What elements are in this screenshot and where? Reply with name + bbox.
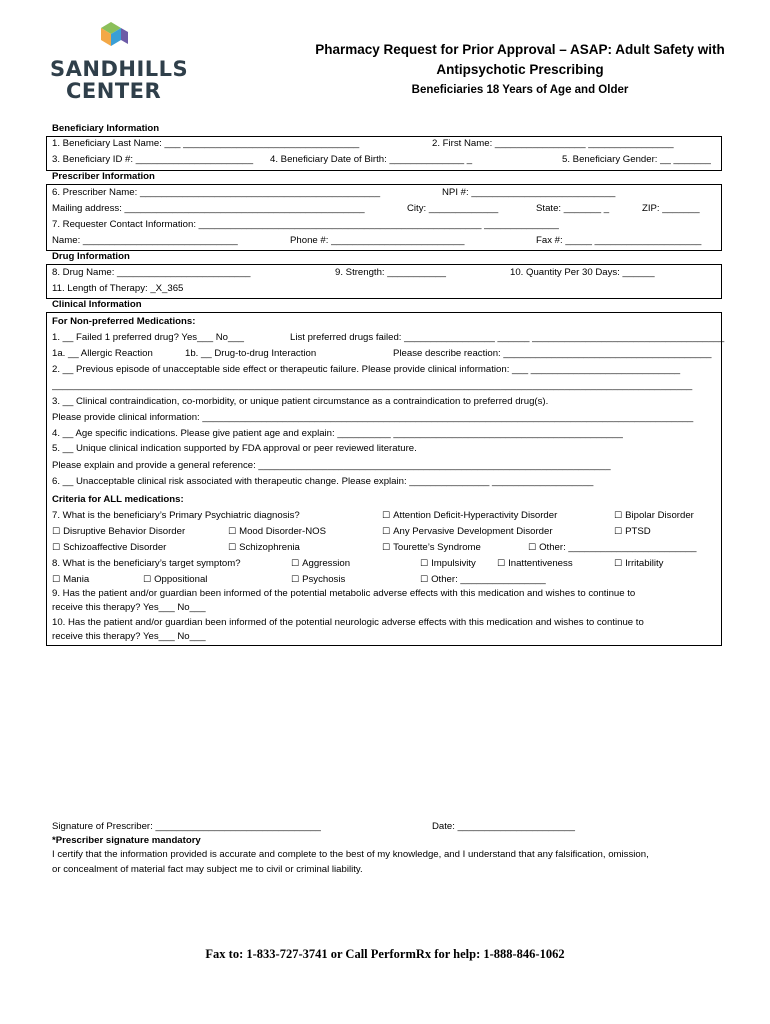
beneficiary-first-name-field[interactable]: 2. First Name: _________________ ________________ [432,138,674,149]
q7-diagnosis-question: 7. What is the beneficiary’s Primary Psychiatric diagnosis? [52,510,300,521]
q10-neurologic-question: 10. Has the patient and/or guardian been informed of the potential neurologic adverse effects with this medication and wishes to continue to [52,617,644,628]
q1-failed-preferred[interactable]: 1. __ Failed 1 preferred drug? Yes___ No___ [52,332,245,343]
quantity-field[interactable]: 10. Quantity Per 30 Days: ______ [510,267,655,278]
fax-field[interactable]: Fax #: _____ ____________________ [536,235,702,246]
date-field[interactable]: Date: ______________________ [432,821,575,832]
sx-mania-checkbox[interactable]: ☐ Mania [52,574,89,585]
q4-age-field[interactable]: 4. __ Age specific indications. Please give patient age and explain: __________ ___________________________________________ [52,428,623,439]
dx-disruptive-checkbox[interactable]: ☐ Disruptive Behavior Disorder [52,526,185,537]
dx-schizophrenia-checkbox[interactable]: ☐ Schizophrenia [228,542,300,553]
sandhills-logo [50,22,189,103]
q8-symptom-question: 8. What is the beneficiary’s target symptom? [52,558,241,569]
beneficiary-gender-field[interactable]: 5. Beneficiary Gender: __ _______ [562,154,711,165]
clinical-header: Clinical Information [52,299,142,310]
strength-field[interactable]: 9. Strength: ___________ [335,267,446,278]
dx-ptsd-checkbox[interactable]: ☐ PTSD [614,526,651,537]
sx-psychosis-checkbox[interactable]: ☐ Psychosis [291,574,345,585]
beneficiary-last-name-field[interactable]: 1. Beneficiary Last Name: ___ _________________________________ [52,138,360,149]
certification-text-line1: I certify that the information provided is accurate and complete to the best of my knowledge, and I understand that any falsification, omission, [52,849,649,860]
dx-bipolar-checkbox[interactable]: ☐ Bipolar Disorder [614,510,694,521]
logo-mark-icon [94,22,128,52]
requester-contact-field[interactable]: 7. Requester Contact Information: _____________________________________________________ ______________ [52,219,559,230]
q2-side-effect[interactable]: 2. __ Previous episode of unacceptable side effect or therapeutic failure. Please provide clinical information: ___ ____________________________ [52,364,681,375]
q2-extra-line[interactable]: ________________________________________________________________________________________________________________________ [52,380,693,391]
signature-mandatory-note: *Prescriber signature mandatory [52,835,201,846]
logo-text [50,58,188,102]
fax-footer: Fax to: 1-833-727-3741 or Call PerformRx for help: 1-888-846-1062 [205,947,565,961]
signature-field[interactable]: Signature of Prescriber: _______________________________ [52,821,321,832]
beneficiary-header: Beneficiary Information [52,123,160,134]
q9-yes-no[interactable]: receive this therapy? Yes___ No___ [52,602,206,613]
phone-field[interactable]: Phone #: _________________________ [290,235,465,246]
contact-name-field[interactable]: Name: _____________________________ [52,235,238,246]
sx-oppositional-checkbox[interactable]: ☐ Oppositional [143,574,207,585]
q5-reference-field[interactable]: Please explain and provide a general reference: __________________________________________________________________ [52,460,611,471]
q3-info-field[interactable]: Please provide clinical information: ____________________________________________________________________________________________ [52,412,694,423]
q6-risk-field[interactable]: 6. __ Unacceptable clinical risk associated with therapeutic change. Please explain: _______________ ___________________ [52,476,594,487]
beneficiary-id-field[interactable]: 3. Beneficiary ID #: ______________________ [52,154,254,165]
dx-other-checkbox[interactable]: ☐ Other: ________________________ [528,542,696,553]
state-field[interactable]: State: _______ _ [536,203,610,214]
drug-name-field[interactable]: 8. Drug Name: _________________________ [52,267,251,278]
q3-contraindication[interactable]: 3. __ Clinical contraindication, co-morbidity, or unique patient circumstance as a contraindication to preferred drug(s). [52,396,549,407]
zip-field[interactable]: ZIP: _______ [642,203,700,214]
q5-fda[interactable]: 5. __ Unique clinical indication supported by FDA approval or peer reviewed literature. [52,443,417,454]
form-title-line1: Pharmacy Request for Prior Approval – ASAP: Adult Safety with [315,42,725,57]
dx-schizoaffective-checkbox[interactable]: ☐ Schizoaffective Disorder [52,542,166,553]
sx-impulsivity-checkbox[interactable]: ☐ Impulsivity [420,558,476,569]
sx-irritability-checkbox[interactable]: ☐ Irritability [614,558,663,569]
nonpreferred-header: For Non-preferred Medications: [52,316,196,327]
city-field[interactable]: City: _____________ [407,203,499,214]
dx-mood-checkbox[interactable]: ☐ Mood Disorder-NOS [228,526,326,537]
q10-yes-no[interactable]: receive this therapy? Yes___ No___ [52,631,206,642]
q1-list-field[interactable]: List preferred drugs failed: _________________ ______ ____________________________________ [290,332,725,343]
prescriber-name-field[interactable]: 6. Prescriber Name: _____________________________________________ [52,187,381,198]
drug-header: Drug Information [52,251,130,262]
certification-text-line2: or concealment of material fact may subject me to civil or criminal liability. [52,864,363,875]
npi-field[interactable]: NPI #: ___________________________ [442,187,616,198]
length-of-therapy-field[interactable]: 11. Length of Therapy: _X_365 [52,283,184,294]
q1-describe-field[interactable]: Please describe reaction: _______________________________________ [393,348,712,359]
mailing-address-field[interactable]: Mailing address: _____________________________________________ [52,203,365,214]
sx-aggression-checkbox[interactable]: ☐ Aggression [291,558,350,569]
q9-metabolic-question: 9. Has the patient and/or guardian been informed of the potential metabolic adverse effects with this medication and wishes to continue to [52,588,636,599]
prescriber-header: Prescriber Information [52,171,155,182]
form-title-line2: Antipsychotic Prescribing [436,62,604,77]
dx-tourette-checkbox[interactable]: ☐ Tourette’s Syndrome [382,542,481,553]
q1b-interaction[interactable]: 1b. __ Drug-to-drug Interaction [185,348,317,359]
logo-line2: CENTER [66,79,162,103]
logo-line1: SANDHILLS [50,57,189,81]
all-meds-header: Criteria for ALL medications: [52,494,184,505]
dx-adhd-checkbox[interactable]: ☐ Attention Deficit-Hyperactivity Disorder [382,510,557,521]
sx-inattentiveness-checkbox[interactable]: ☐ Inattentiveness [497,558,573,569]
beneficiary-dob-field[interactable]: 4. Beneficiary Date of Birth: ______________ _ [270,154,473,165]
q1a-allergic[interactable]: 1a. __ Allergic Reaction [52,348,153,359]
sx-other-checkbox[interactable]: ☐ Other: ________________ [420,574,546,585]
form-subtitle: Beneficiaries 18 Years of Age and Older [411,84,629,96]
dx-pervasive-checkbox[interactable]: ☐ Any Pervasive Development Disorder [382,526,553,537]
